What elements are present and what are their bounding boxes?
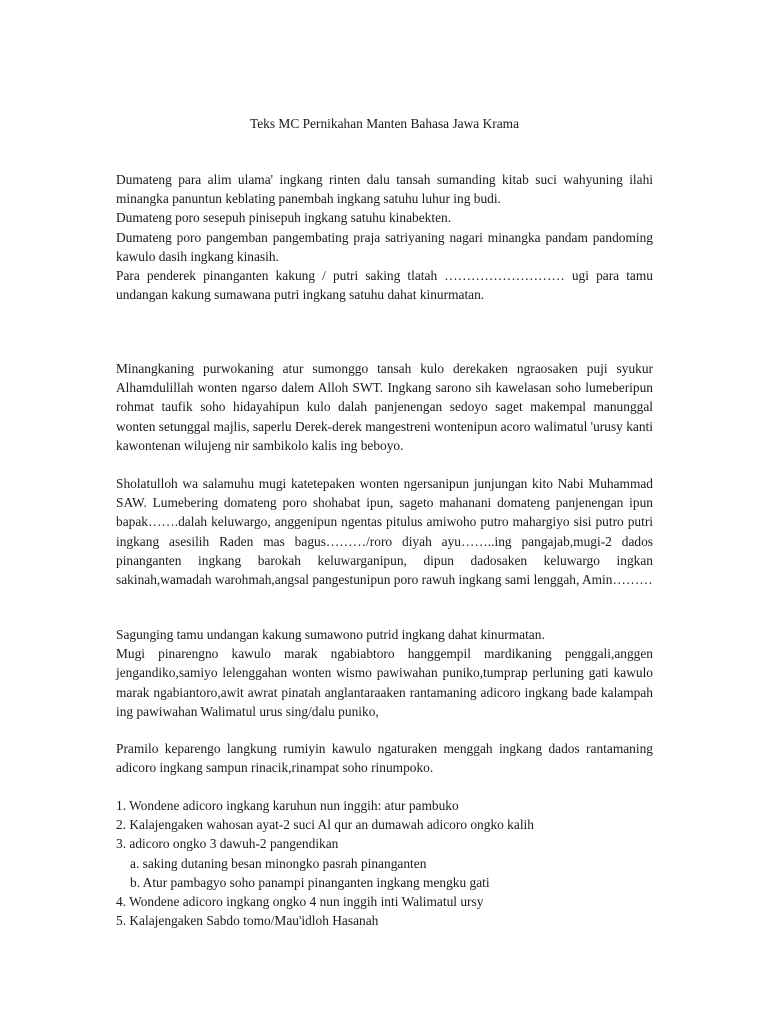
agenda-item-4: 4. Wondene adicoro ingkang ongko 4 nun inggih inti Walimatul ursy [116, 894, 484, 910]
paragraph-minangkaning [116, 359, 653, 455]
paragraph-text: Minangkaning purwokaning atur sumonggo tansah kulo derekaken ngraosaken puji syukur Alhamdulillah wonten ngarso dalem Alloh SWT. Ingkang sarono sih kawelasan soho lumeberipun rohmat taufik soho hidayahipun kulo dalah panjenengan sedoyo saget makempal manunggal wonten setunggal majlis, saperlu Derek-derek mangestreni wontenipun acoro walimatul 'urusy kanti kawontenan wilujeng nir sambikolo kalis ing beboyo. [116, 361, 653, 453]
paragraph-text-intro: Sagunging tamu undangan kakung sumawono putrid ingkang dahat kinurmatan. [116, 627, 545, 642]
greeting-ulama: Dumateng para alim ulama' ingkang rinten dalu tansah sumanding kitab suci wahyuning ilahi minangka panuntun keblating panembah ingkang satuhu luhur ing budi. [116, 172, 653, 207]
paragraph-sagunging [116, 625, 653, 721]
greeting-penderek: Para penderek pinanganten kakung / putri saking tlatah ……………………… ugi para tamu undangan kakung sumawana putri ingkang satuhu dahat kinurmatan. [116, 268, 653, 303]
paragraph-pramilo [116, 739, 653, 777]
opening-greetings [116, 170, 653, 304]
agenda-item-5: 5. Kalajengaken Sabdo tomo/Mau'idloh Hasanah [116, 913, 379, 929]
document-title: Teks MC Pernikahan Manten Bahasa Jawa Krama [249, 116, 520, 131]
agenda-list [116, 796, 653, 930]
greeting-sesepuh: Dumateng poro sesepuh pinisepuh ingkang satuhu kinabekten. [116, 210, 452, 226]
agenda-subitem-a: a. saking dutaning besan minongko pasrah pinanganten [130, 855, 427, 871]
agenda-item-2: 2. Kalajengaken wahosan ayat-2 suci Al qur an dumawah adicoro ongko kalih [116, 817, 534, 833]
paragraph-text: Mugi pinarengno kawulo marak ngabiabtoro hanggempil mardikaning penggali,anggen jengandiko,samiyo lelenggahan wonten wismo pawiwahan puniko,tumprap perluning gati kawulo marak ngabiantoro,awit awrat pinatah anglantaraaken rantamaning adicoro ingkang bade kalampah ing pawiwahan Walimatul urus sing/dalu puniko, [116, 646, 653, 719]
paragraph-text: Pramilo keparengo langkung rumiyin kawulo ngaturaken menggah ingkang dados rantamaning adicoro ingkang sampun rinacik,rinampat soho rinumpoko. [116, 741, 653, 776]
greeting-pangemban: Dumateng poro pangemban pangembating praja satriyaning nagari minangka pandam pandoming kawulo dasih ingkang kinasih. [116, 229, 653, 264]
agenda-subitem-b: b. Atur pambagyo soho panampi pinanganten ingkang mengku gati [130, 874, 490, 890]
agenda-item-1: 1. Wondene adicoro ingkang karuhun nun inggih: atur pambuko [116, 798, 459, 813]
paragraph-text: Sholatulloh wa salamuhu mugi katetepaken wonten ngersanipun junjungan kito Nabi Muhammad SAW. Lumebering domateng poro shohabat ipun, sageto mahanani domateng panjenengan ipun bapak…….dalah keluwargo, anggenipun ngentas pitulus amiwoho putro mahargiyo sisi putro putri ingkang asesilih Raden mas bagus………/roro diyah ayu……..ing pangajab,mugi-2 dados pinanganten ingkang barokah keluwarganipun, dipun dadosaken keluwargo ingkan sakinah,wamadah warohmah,angsal pangestunipun poro rawuh ingkang sami lenggah, Amin……… [116, 476, 653, 588]
paragraph-sholatulloh [116, 474, 653, 589]
agenda-item-3: 3. adicoro ongko 3 dawuh-2 pangendikan [116, 836, 339, 852]
